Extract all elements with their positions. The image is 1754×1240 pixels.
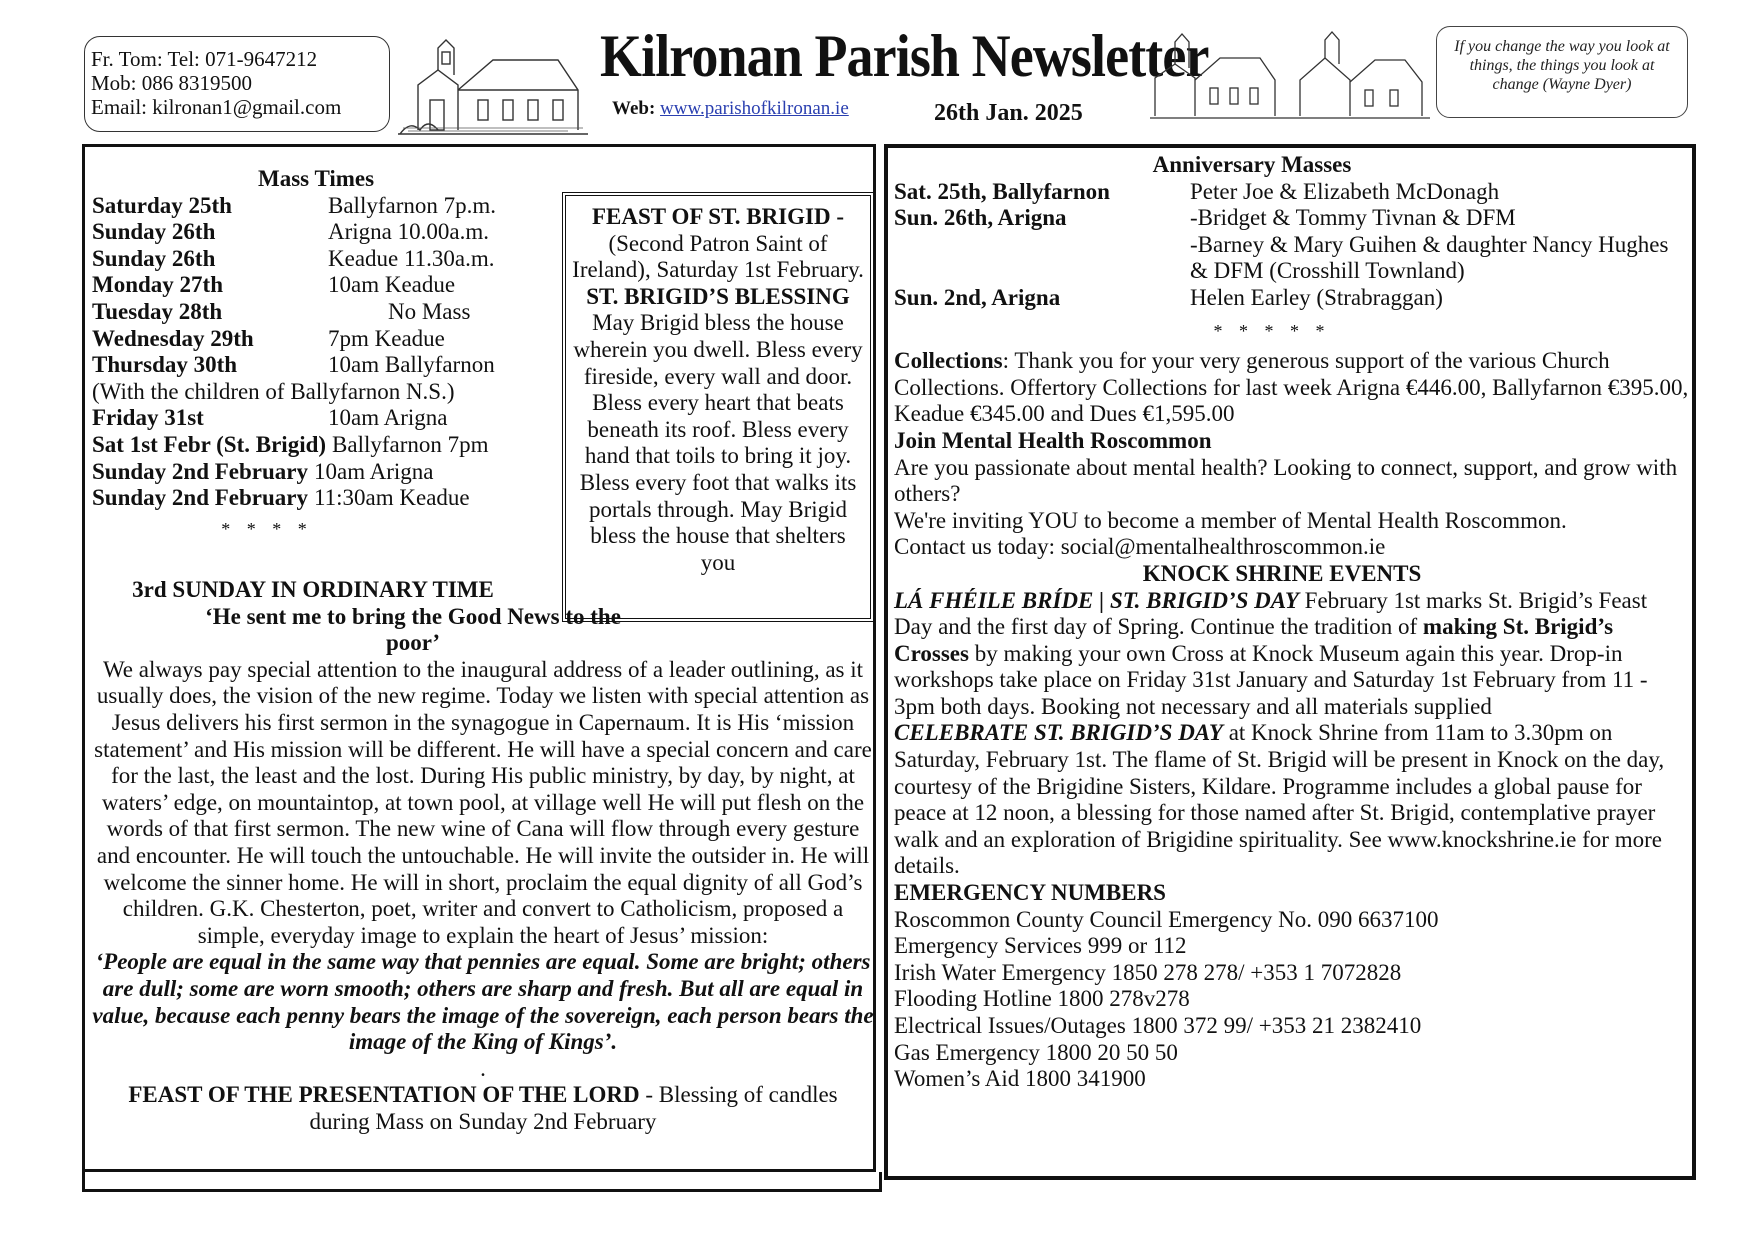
presentation-text: - Blessing of candles during Mass on Sunday 2nd February [309,1082,838,1134]
anniversary-row [894,285,1690,312]
mass-time-row [92,326,562,353]
mass-place-time: Arigna 10.00a.m. [328,219,489,245]
issue-date: 26th Jan. 2025 [934,100,1083,126]
mental-health-p1: Are you passionate about mental health? Looking to connect, support, and grow with others? [894,454,1678,507]
contact-mobile: Mob: 086 8319500 [91,71,253,95]
mental-health-p2: We're inviting YOU to become a member of Mental Health Roscommon. [894,507,1567,533]
anniversary-names: Peter Joe & Elizabeth McDonagh [1190,178,1500,204]
knock-p1-bold: making St. Brigid’s Crosses [894,614,1614,666]
anniversary-row [894,232,1690,285]
anniversary-date-place: Sun. 26th, Arigna [894,205,1067,231]
contact-box [84,36,390,132]
church-sketch-image [398,30,588,140]
mass-day: Sunday 26th [92,219,216,245]
mass-place-time: No Mass [388,298,471,324]
churches-sketch-image [1150,28,1430,120]
mass-place-time: 10am Arigna [328,405,448,431]
presentation-title: FEAST OF THE PRESENTATION OF THE LORD [128,1082,640,1108]
section-divider-stars: * * * * [221,518,313,539]
mass-time-row [92,272,562,299]
knock-brigid-day-lead: LÁ FHÉILE BRÍDE | ST. BRIGID’S DAY [894,587,1299,613]
mental-health-title: Join Mental Health Roscommon [894,427,1212,453]
anniversary-names: -Bridget & Tommy Tivnan & DFM [1190,205,1516,231]
anniversary-date-place: Sat. 25th, Ballyfarnon [894,178,1110,204]
sunday-reflection-section [92,577,874,1135]
section-divider-stars: * * * * * [1213,320,1331,341]
sunday-subtitle: ‘He sent me to bring the Good News to the poor’ [205,603,621,656]
newsletter-title: Kilronan Parish Newsletter [600,23,1209,89]
mass-day: Sunday 2nd February [92,485,309,511]
emergency-number-line: Women’s Aid 1800 341900 [894,1066,1146,1092]
contact-email: Email: kilronan1@gmail.com [91,95,342,119]
left-column-frame-bottom [82,1172,882,1192]
mass-day: Friday 31st [92,405,204,431]
anniversary-date-place: Sun. 2nd, Arigna [894,284,1061,310]
emergency-number-line: Roscommon County Council Emergency No. 090 6637100 [894,906,1439,932]
mass-time-row [92,193,562,220]
mass-day: Sunday 26th [92,245,216,271]
mass-day: Thursday 30th [92,352,238,378]
emergency-number-line: Emergency Services 999 or 112 [894,933,1187,959]
anniversary-row [894,205,1690,232]
emergency-number-line: Gas Emergency 1800 20 50 50 [894,1039,1178,1065]
website-line [612,98,849,120]
knock-p1a: February 1st marks St. Brigid’s Feast Day and the first day of Spring. Continue the tradition of [894,587,1648,640]
mental-health-contact: Contact us today: social@mentalhealthroscommon.ie [894,534,1386,560]
mass-time-row [92,405,562,432]
mass-place-time: 11:30am Keadue [314,485,470,511]
knock-celebrate-lead: CELEBRATE ST. BRIGID’S DAY [894,720,1223,746]
mass-place-time: Keadue 11.30a.m. [328,245,495,271]
mass-day: Monday 27th [92,272,223,298]
anniversary-names: -Barney & Mary Guihen & daughter Nancy Hughes & DFM (Crosshill Townland) [1190,231,1669,284]
sunday-title: 3rd SUNDAY IN ORDINARY TIME [132,577,494,602]
mass-day: Saturday 25th [92,192,232,218]
website-link[interactable]: www.parishofkilronan.ie [660,98,849,119]
anniversary-row [894,179,1690,206]
mass-times-section [92,166,562,542]
emergency-number-line: Irish Water Emergency 1850 278 278/ +353 1 7072828 [894,959,1402,985]
mass-time-row [92,352,562,379]
mass-place-time: 7pm Keadue [328,325,445,351]
anniversary-date-place [894,232,1190,285]
knock-title: KNOCK SHRINE EVENTS [1142,560,1422,586]
mass-place-time: Ballyfarnon 7pm [332,431,489,457]
web-label: Web: [612,98,656,119]
mass-day: Sunday 2nd February [92,458,309,484]
mass-day: Tuesday 28th [92,298,223,324]
mass-time-row [92,459,562,486]
dot-divider: . [480,1055,486,1081]
mass-place-time: 10am Ballyfarnon [328,352,495,378]
mass-note: (With the children of Ballyfarnon N.S.) [92,378,455,404]
mass-time-row [92,219,562,246]
mass-place-time: 10am Arigna [314,458,434,484]
feast-brigid-text: (Second Patron Saint of Ireland), Saturday 1st February. [572,230,864,283]
mass-time-row [92,432,562,459]
emergency-number-line: Electrical Issues/Outages 1800 372 99/ +353 21 2382410 [894,1013,1422,1038]
collections-title: Collections [894,348,1003,374]
mass-day: Sat 1st Febr (St. Brigid) [92,431,327,457]
knock-p2-text: at Knock Shrine from 11am to 3.30pm on Saturday, February 1st. The flame of St. Brigid will be present in Knock on the day, courtesy of the Brigidine Sisters, Kildare. Programme includes a global pause for peace at 12 noon, a blessing for those named after St. Brigid, contemplative prayer walk and an exploration of Brigidine spirituality. See www.knockshrine.ie for more details. [894,720,1665,879]
mass-times-heading: Mass Times [258,166,375,191]
knock-p1b: by making your own Cross at Knock Museum again this year. Drop-in workshops take place on Friday 31st January and Saturday 1st February from 11 - 3pm both days. Booking not necessary and all materials supplied [894,640,1648,719]
mass-day: Wednesday 29th [92,325,254,351]
collections-text: : Thank you for your very generous support of the various Church Collections. Offertory Collections for last week Arigna €446.00, Ballyfarnon €395.00, Keadue €345.00 and Dues €1,595.00 [894,348,1689,427]
mass-time-row [92,299,562,326]
emergency-title: EMERGENCY NUMBERS [894,880,1166,906]
sunday-body: We always pay special attention to the inaugural address of a leader outlining, as it usually does, the vision of the new regime. Today we listen with special attention as Jesus delivers his first sermon in the synagogue in Capernaum. It is His ‘mission statement’ and His mission will be different. He will have a special concern and care for the last, the least and the lost. During His public ministry, by day, by night, at waters’ edge, on mountaintop, at town pool, at village well He will put flesh on the words of that first sermon. The new wine of Cana will flow through every gesture and encounter. He will touch the untouchable. He will invite the outsider in. He will welcome the sinner home. He will in short, proclaim the equal dignity of all God’s children. G.K. Chesterton, poet, writer and convert to Catholicism, proposed a simple, everyday image to explain the heart of Jesus’ mission: [94,656,872,948]
emergency-number-line: Flooding Hotline 1800 278v278 [894,986,1190,1012]
mass-time-row [92,246,562,273]
mass-time-row [92,485,562,512]
quote-box: If you change the way you look at things, the things you look at change (Wayne Dyer) [1436,26,1688,118]
anniversary-names: Helen Earley (Strabraggan) [1190,284,1443,310]
chesterton-quote: ‘People are equal in the same way that pennies are equal. Some are bright; others are dull; some are worn smooth; others are sharp and fresh. But all are equal in value, because each penny bears the image of the sovereign, each person bears the image of the King of Kings’. [92,949,874,1055]
blessing-text: May Brigid bless the house wherein you dwell. Bless every fireside, every wall and door. Bless every heart that beats beneath its roof. Bless every hand that toils to bring it joy. Bless every foot that walks its portals through. May Brigid bless the house that shelters you [573,310,863,575]
mass-place-time: Ballyfarnon 7p.m. [328,192,496,218]
right-column [894,152,1690,1093]
blessing-title: ST. BRIGID’S BLESSING [586,283,850,309]
st-brigid-box [562,192,874,622]
anniversary-heading: Anniversary Masses [1152,152,1352,177]
feast-brigid-title: FEAST OF ST. BRIGID - [592,204,844,229]
contact-phone: Fr. Tom: Tel: 071-9647212 [91,47,318,71]
mass-place-time: 10am Keadue [328,272,456,298]
